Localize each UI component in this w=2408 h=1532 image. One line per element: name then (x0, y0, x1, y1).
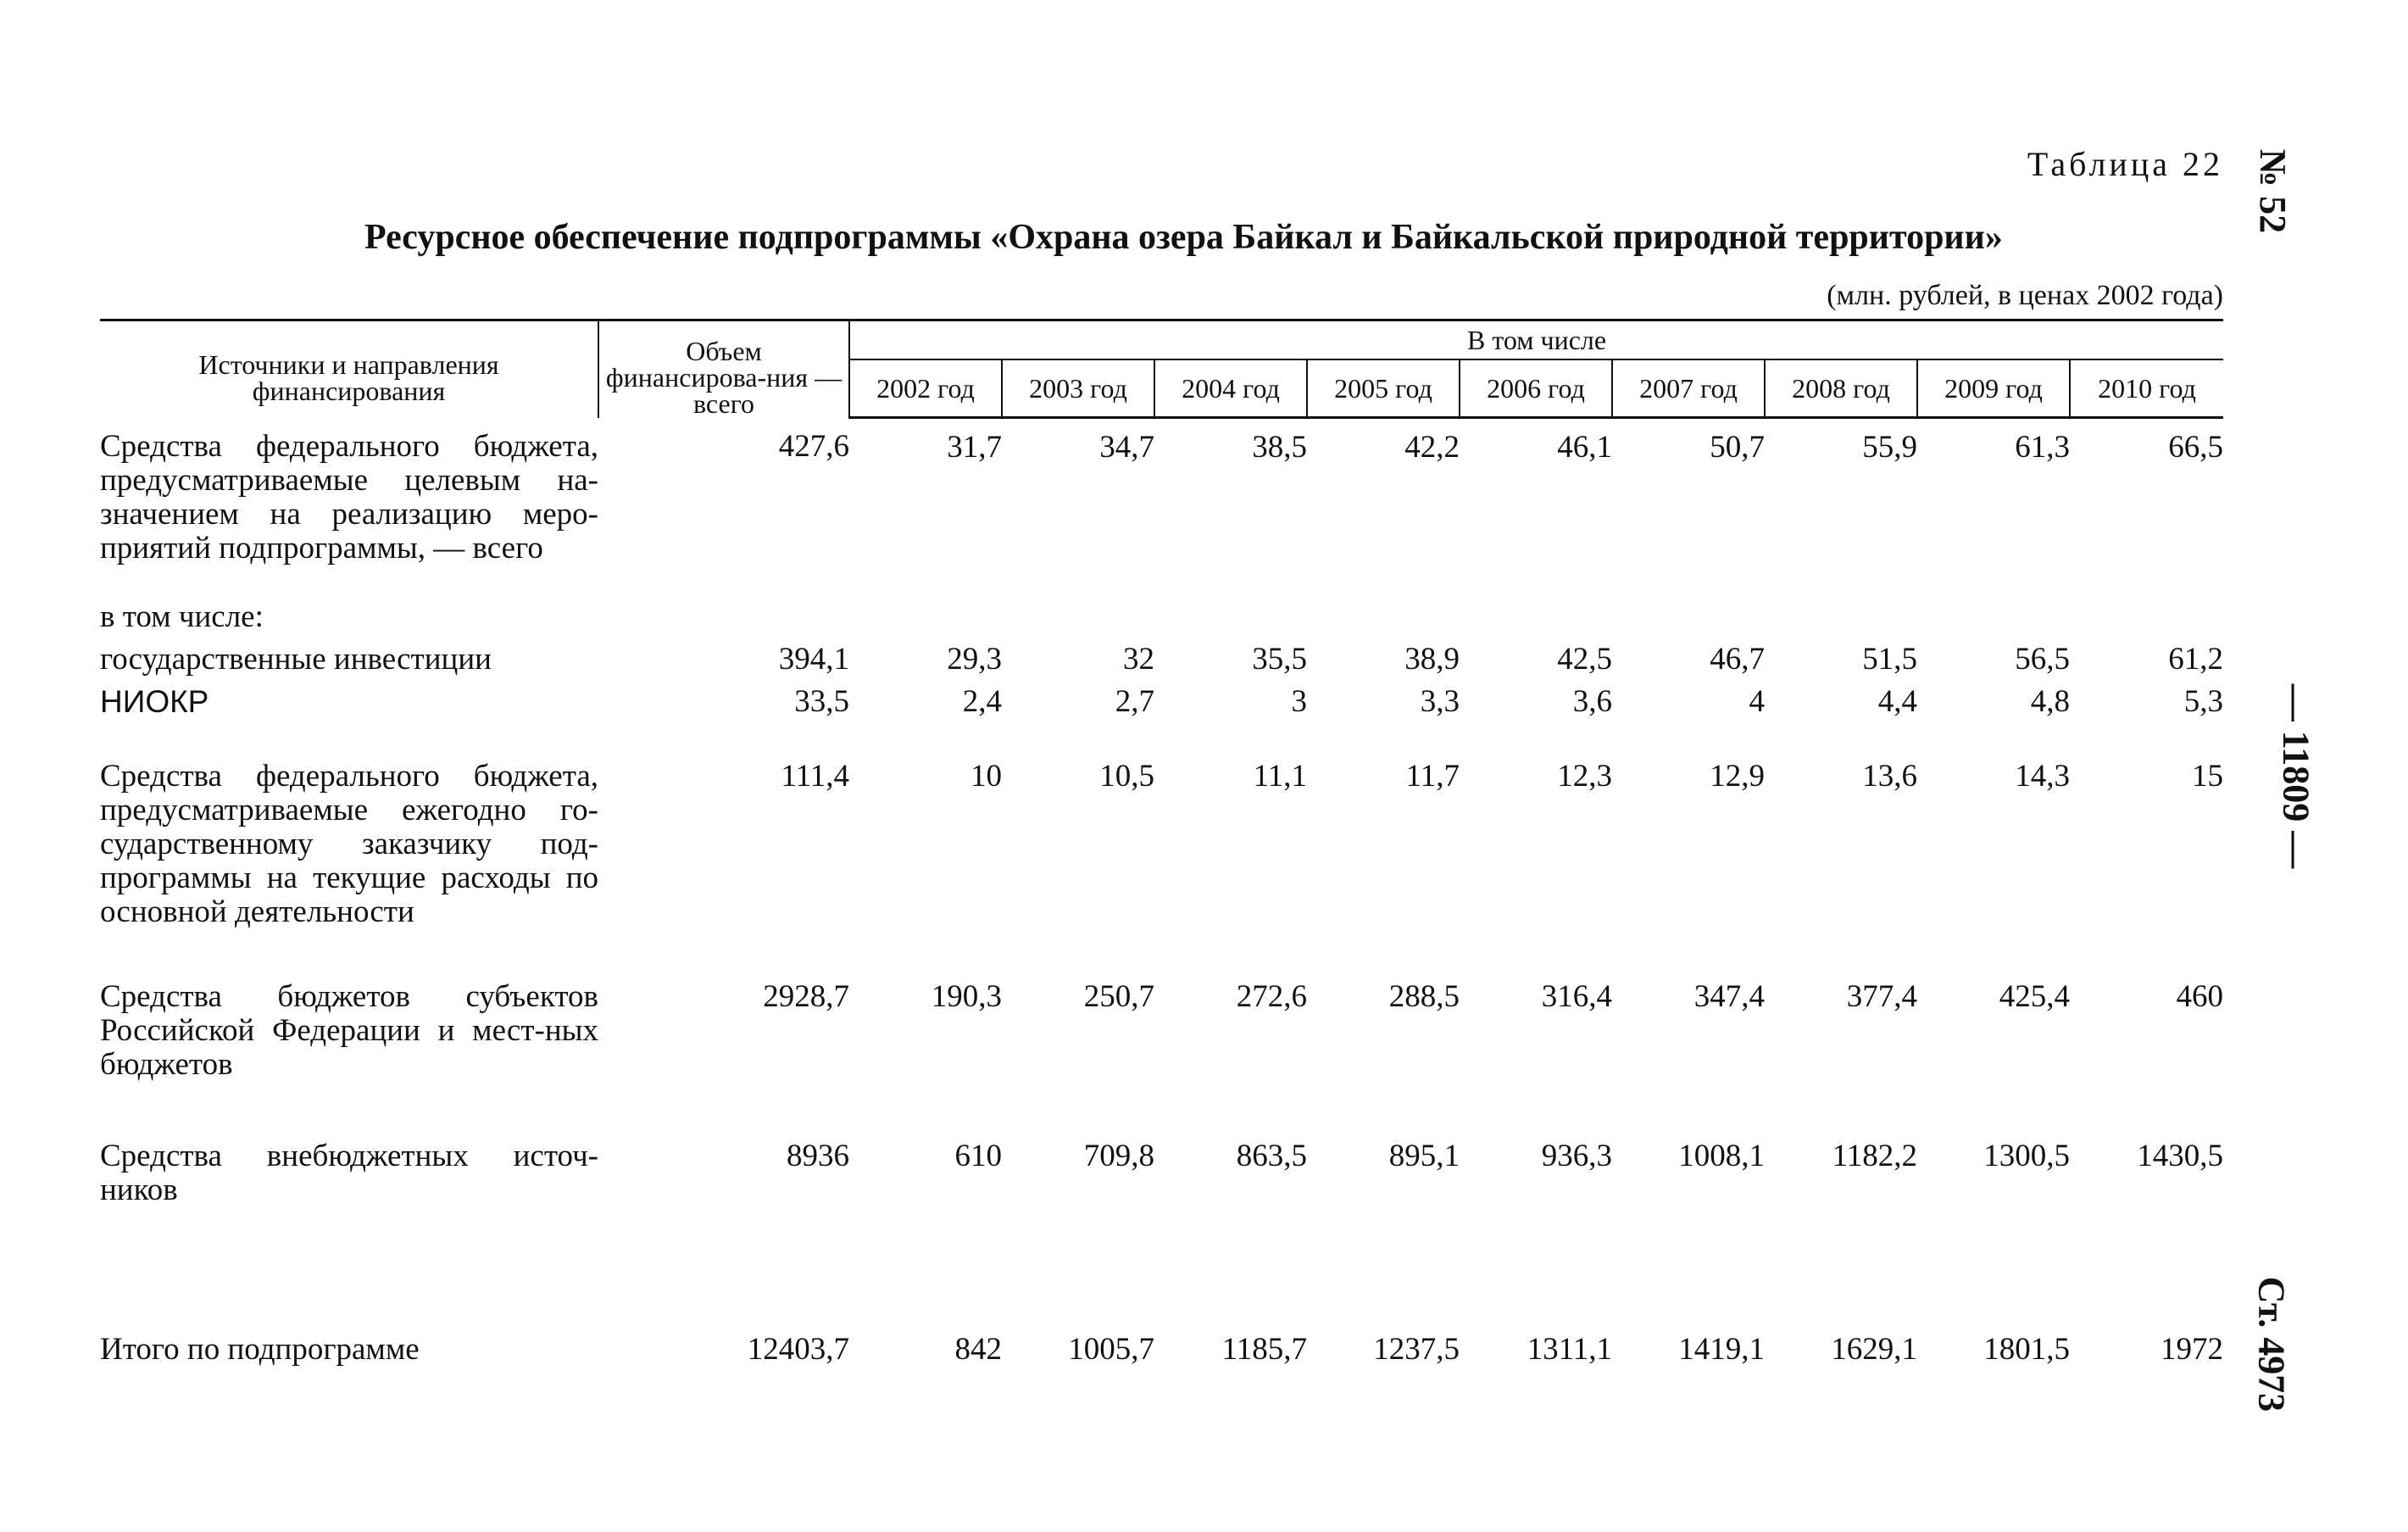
cell-value: 1182,2 (1832, 1138, 1917, 1173)
year-header: 2005 год (1307, 359, 1460, 418)
cell-value: 46,1 (1557, 430, 1612, 465)
total-column-header: Объем финансирова-ния — всего (598, 320, 849, 418)
cell-value: 1008,1 (1678, 1138, 1765, 1173)
table-row (100, 643, 2223, 685)
cell-value: 55,9 (1862, 430, 1917, 465)
cell-value: 1801,5 (1983, 1331, 2070, 1367)
cell-value: 15 (2192, 758, 2224, 794)
year-header: 2007 год (1612, 359, 1765, 418)
cell-value: 31,7 (947, 430, 1002, 465)
source-column-header: Источники и направления финансирования (100, 320, 598, 418)
cell-value: 1237,5 (1373, 1331, 1460, 1367)
cell-value: 13,6 (1862, 758, 1917, 794)
cell-value: 11,7 (1405, 758, 1460, 794)
row-label: НИОКР (100, 683, 209, 719)
cell-value: 29,3 (947, 641, 1002, 677)
cell-value: 1300,5 (1983, 1138, 2070, 1173)
cell-value: 610 (954, 1138, 1002, 1173)
cell-value: 1972 (2161, 1331, 2224, 1367)
table-number: Таблица 22 (2027, 145, 2223, 183)
cell-value: 842 (954, 1331, 1002, 1367)
table-row (100, 980, 2223, 1139)
cell-value: 61,3 (2015, 430, 2070, 465)
cell-value: 56,5 (2015, 641, 2070, 677)
cell-value: 4,8 (2030, 683, 2070, 719)
cell-value: 316,4 (1541, 978, 1612, 1014)
cell-value: 190,3 (931, 978, 1002, 1014)
cell-value: 1311,1 (1527, 1331, 1612, 1367)
cell-value: 3,6 (1572, 683, 1612, 719)
including-header: В том числе (849, 320, 2223, 360)
cell-value: 2,7 (1115, 683, 1154, 719)
cell-value: 4 (1749, 683, 1765, 719)
cell-value: 3 (1291, 683, 1307, 719)
cell-value: 42,5 (1557, 641, 1612, 677)
cell-value: 1185,7 (1221, 1331, 1307, 1367)
row-total: 111,4 (781, 758, 849, 794)
table-row (100, 600, 2223, 643)
cell-value: 1430,5 (2137, 1138, 2224, 1173)
cell-value: 425,4 (1999, 978, 2070, 1014)
cell-value: 1629,1 (1831, 1331, 1917, 1367)
cell-value: 4,4 (1877, 683, 1917, 719)
cell-value: 46,7 (1710, 641, 1765, 677)
cell-value: 936,3 (1541, 1138, 1612, 1173)
cell-value: 288,5 (1388, 978, 1460, 1014)
cell-value: 61,2 (2168, 641, 2224, 677)
table-row (100, 685, 2223, 760)
cell-value: 5,3 (2183, 683, 2224, 719)
cell-value: 50,7 (1710, 430, 1765, 465)
row-total: 8936 (787, 1138, 849, 1173)
cell-value: 377,4 (1846, 978, 1917, 1014)
row-label: Средства бюджетов субъектов Российской Федерации и мест-ных бюджетов (100, 978, 598, 1082)
row-label: Средства внебюджетных источ-ников (100, 1138, 598, 1207)
units-note: (млн. рублей, в ценах 2002 года) (1827, 280, 2223, 311)
cell-value: 11,1 (1253, 758, 1307, 794)
cell-value: 709,8 (1083, 1138, 1154, 1173)
total-row-label: Итого по подпрограмме (100, 1331, 420, 1367)
cell-value: 347,4 (1693, 978, 1765, 1014)
table-row (100, 1139, 2223, 1333)
table-row (100, 760, 2223, 980)
cell-value: 32 (1123, 641, 1154, 677)
cell-value: 66,5 (2168, 430, 2224, 465)
cell-value: 1005,7 (1068, 1331, 1154, 1367)
cell-value: 272,6 (1236, 978, 1307, 1014)
cell-value: 895,1 (1388, 1138, 1460, 1173)
cell-value: 51,5 (1862, 641, 1917, 677)
article-number: Ст. 4973 (2250, 1276, 2293, 1412)
row-label: Средства федерального бюджета, предусматриваемые целевым на-значением на реализацию меро-приятий подпрограммы, — всего (100, 428, 598, 565)
year-header: 2003 год (1002, 359, 1154, 418)
cell-value: 250,7 (1083, 978, 1154, 1014)
row-total: 2928,7 (763, 978, 849, 1014)
row-total: 394,1 (778, 641, 849, 677)
year-header: 2002 год (849, 359, 1002, 418)
cell-value: 34,7 (1099, 430, 1154, 465)
cell-value: 12,3 (1557, 758, 1612, 794)
table-row (100, 1333, 2223, 1384)
table-row (100, 418, 2223, 600)
year-header: 2006 год (1460, 359, 1612, 418)
cell-value: 863,5 (1236, 1138, 1307, 1173)
year-header: 2009 год (1917, 359, 2070, 418)
year-header: 2004 год (1154, 359, 1307, 418)
cell-value: 3,3 (1420, 683, 1460, 719)
cell-value: 10 (970, 758, 1002, 794)
row-label: государственные инвестиции (100, 641, 492, 677)
cell-value: 38,9 (1404, 641, 1460, 677)
year-header: 2008 год (1765, 359, 1917, 418)
grand-total: 12403,7 (747, 1331, 849, 1367)
cell-value: 14,3 (2015, 758, 2070, 794)
document-title: Ресурсное обеспечение подпрограммы «Охрана озера Байкал и Байкальской природной территории» (364, 218, 2003, 257)
cell-value: 38,5 (1252, 430, 1307, 465)
cell-value: 2,4 (962, 683, 1002, 719)
year-header: 2010 год (2070, 359, 2223, 418)
financing-table (100, 319, 2223, 1384)
cell-value: 10,5 (1099, 758, 1154, 794)
page-number: — 11809 — (2275, 683, 2317, 869)
cell-value: 460 (2176, 978, 2224, 1014)
row-total: 33,5 (794, 683, 849, 719)
subheading-label: в том числе: (100, 599, 264, 634)
cell-value: 12,9 (1710, 758, 1765, 794)
issue-number: № 52 (2252, 148, 2294, 234)
row-total: 427,6 (778, 428, 849, 464)
cell-value: 1419,1 (1678, 1331, 1765, 1367)
cell-value: 42,2 (1404, 430, 1460, 465)
cell-value: 35,5 (1252, 641, 1307, 677)
row-label: Средства федерального бюджета, предусматриваемые ежегодно го-сударственному заказчику под-программы на текущие расходы по основной деятельности (100, 758, 598, 929)
